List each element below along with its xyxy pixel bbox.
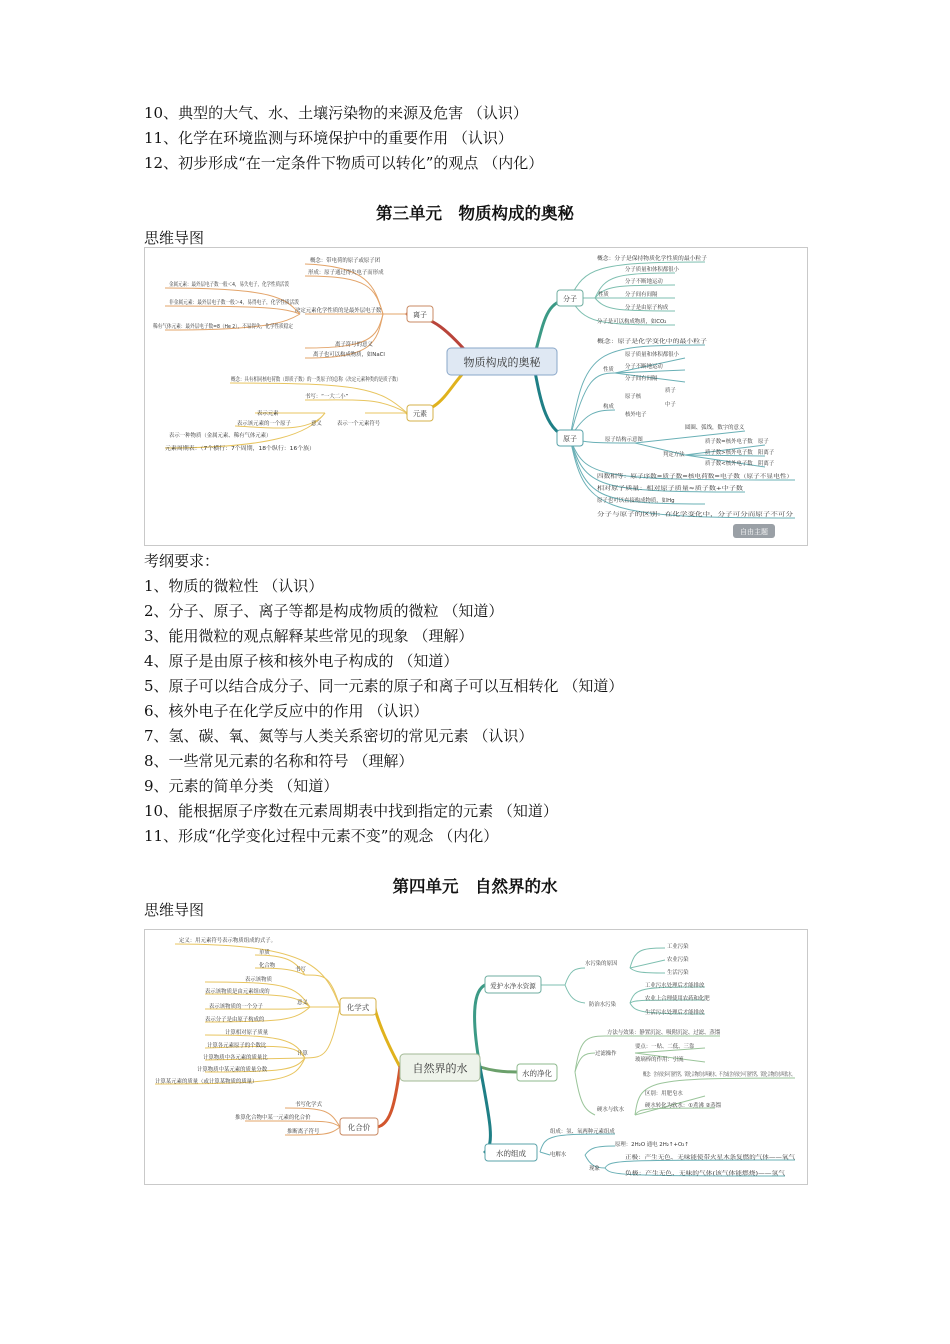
svg-text:原子: 原子 [563, 435, 577, 443]
formula-note: 定义：用元素符号表示物质组成的式子。 [179, 938, 277, 944]
unit4-mindmap-label: 思维导图 [144, 901, 205, 919]
svg-text:物质构成的奥秘: 物质构成的奥秘 [463, 356, 541, 369]
atom-note: 相对原子质量：相对原子质量≈质子数+中子数 [597, 486, 709, 492]
intro-item-12: 12、初步形成“在一定条件下物质可以转化”的观点 （内化） [144, 154, 544, 172]
atom-note: 质子数=核外电子数 原子 [705, 439, 769, 445]
ion-note: 概念：带电荷的原子或原子团 [310, 258, 381, 264]
svg-text:离子: 离子 [413, 311, 427, 319]
atom-note: 分子不断地运动 [625, 364, 663, 370]
molecule-note: 分子不断地运动 [625, 279, 663, 285]
formula-note: 书写 [295, 967, 306, 973]
purify-note: 方法与效果：静置沉淀、吸附沉淀、过滤、蒸馏 [607, 1030, 721, 1036]
element-note: 概念：具有相同核电荷数（即质子数）的一类原子的总称（决定元素种类的是质子数） [231, 377, 436, 383]
branch-protect [485, 976, 541, 993]
svg-text:水的净化: 水的净化 [522, 1069, 552, 1078]
ion-subnote: 非金属元素：最外层电子数一般＞4，易得电子，化学性质活泼 [169, 300, 318, 306]
unit3-item: 2、分子、原子、离子等都是构成物质的微粒 （知道） [144, 602, 504, 620]
unit3-item: 6、核外电子在化学反应中的作用 （认识） [144, 702, 429, 720]
ion-note: 离子也可以构成物质，如NaCl [313, 352, 385, 358]
protect-note: 防治水污染 [589, 1002, 616, 1008]
atom-note: 质子数>核外电子数 阳离子 [705, 450, 775, 456]
intro-item-11: 11、化学在环境监测与环境保护中的重要作用 （认识） [144, 129, 513, 147]
element-note: 表示元素 [257, 411, 279, 417]
unit3-item: 11、形成“化学变化过程中元素不变”的观念 （内化） [144, 827, 499, 845]
protect-note: 生活污染 [667, 970, 689, 976]
svg-text:元素: 元素 [413, 410, 427, 418]
svg-text:分子: 分子 [563, 295, 577, 303]
ion-note: 离子符号的意义 [335, 342, 373, 348]
branch-atom [557, 430, 583, 446]
atom-note: 原子结构示意图 [605, 437, 643, 443]
atom-note: 构成 [603, 404, 614, 410]
purify-note: 硬水转化为软水：①煮沸 ②蒸馏 [645, 1103, 722, 1109]
atom-note: 判定方法 [663, 452, 685, 458]
composition-note: 负极：产生无色、无味的气体(该气体能燃烧)——氢气 [625, 1171, 754, 1177]
atom-note: 圆圈、弧线，数字的意义 [685, 425, 745, 431]
svg-text:化合价: 化合价 [347, 1123, 371, 1132]
atom-note: 概念：原子是化学变化中的最小粒子 [597, 339, 684, 345]
unit3-item: 8、一些常见元素的名称和符号 （理解） [144, 752, 414, 770]
formula-note: 单质 [259, 950, 270, 956]
atom-note: 中子 [665, 402, 676, 408]
formula-note: 计算物质中某元素的质量分数 [197, 1067, 268, 1073]
purify-note: 硬水与软水 [597, 1107, 624, 1113]
unit3-item: 4、原子是由原子核和核外电子构成的 （知道） [144, 652, 459, 670]
formula-note: 意义 [297, 1000, 308, 1006]
branch-element [407, 405, 433, 421]
protect-note: 水污染的原因 [585, 961, 618, 967]
formula-note: 计算各元素原子的个数比 [207, 1043, 267, 1049]
atom-note: 质子 [665, 388, 676, 394]
formula-note: 表示该物质 [245, 977, 272, 983]
formula-note: 表示该物质的一个分子 [209, 1004, 263, 1010]
formula-note: 计算某元素的质量（或计算某物质的质量） [155, 1079, 258, 1085]
unit3-item: 5、原子可以结合成分子、同一元素的原子和离子可以互相转化 （知道） [144, 677, 624, 695]
formula-note: 表示分子是由原子构成的 [205, 1017, 265, 1023]
valence-note: 书写化学式 [295, 1102, 322, 1108]
protect-note: 工业污水处理后才能排放 [645, 983, 705, 989]
molecule-note: 分子是可以构成物质，如CO₂ [597, 319, 667, 325]
protect-note: 生活污水处理后才能排放 [645, 1010, 705, 1016]
atom-note: 原子核 [625, 394, 642, 400]
unit3-item: 1、物质的微粒性 （认识） [144, 577, 324, 595]
protect-note: 农业污染 [667, 957, 689, 963]
svg-text:自由主题: 自由主题 [740, 528, 768, 536]
svg-text:自然界的水: 自然界的水 [412, 1062, 468, 1075]
formula-note: 计算物质中各元素的质量比 [203, 1055, 268, 1061]
element-note: 书写：“一大二小” [305, 394, 349, 400]
unit3-item: 10、能根据原子序数在元素周期表中找到指定的元素 （知道） [144, 802, 558, 820]
branch-purify [517, 1064, 557, 1081]
molecule-note: 性质 [598, 292, 609, 298]
valence-note: 推算化合物中某一元素的化合价 [235, 1115, 311, 1121]
unit3-mindmap [144, 247, 808, 546]
ion-subnote: 稀有气体元素：最外层电子数=8（He 2），不易得失，化学性质稳定 [153, 324, 317, 330]
ion-note: 形成：原子通过得失电子而形成 [308, 270, 384, 276]
formula-note: 表示该物质是由元素组成的 [205, 989, 270, 995]
unit4-center-node [400, 1054, 480, 1081]
molecule-note: 分子质量和体积都很小 [625, 267, 679, 273]
composition-note: 原理：2H₂O 通电 2H₂↑+O₂↑ [615, 1142, 689, 1148]
ion-note: 决定元素化学性质的是最外层电子数 [295, 308, 382, 314]
unit3-center-node [447, 348, 557, 375]
svg-text:爱护水净水资源: 爱护水净水资源 [490, 982, 536, 990]
branch-formula [340, 998, 376, 1015]
composition-note: 电解水 [550, 1152, 567, 1158]
purify-note: 概念：含有较多可溶性钙、镁化合物的水叫硬水。不含或含有较少可溶性钙、镁化合物的水叫软水。 [643, 1072, 881, 1078]
purify-note: 玻璃棒的作用：引流 [635, 1057, 684, 1063]
unit3-item: 7、氢、碳、氧、氮等与人类关系密切的常见元素 （认识） [144, 727, 534, 745]
purify-note: 区别：用肥皂水 [645, 1091, 683, 1097]
free-topic-badge [733, 524, 775, 538]
svg-text:化学式: 化学式 [346, 1003, 370, 1012]
purify-note: 要点：一贴、二低、三靠 [635, 1044, 695, 1050]
formula-note: 化合物 [259, 963, 276, 969]
branch-composition [485, 1144, 537, 1161]
atom-note: 分子间有间隔 [625, 376, 658, 382]
composition-note: 组成：氢、氧两种元素组成 [550, 1129, 615, 1135]
molecule-note: 分子是由原子构成 [625, 305, 669, 311]
composition-note: 现象 [589, 1166, 600, 1172]
unit3-mindmap-label: 思维导图 [144, 229, 205, 247]
atom-note: 质子数<核外电子数 阴离子 [705, 461, 775, 467]
atom-note: 原子质量和体积都很小 [625, 352, 679, 358]
atom-note: 性质 [603, 367, 614, 373]
formula-note: 计算相对原子质量 [225, 1030, 269, 1036]
molecule-note: 概念：分子是保持物质化学性质的最小粒子 [597, 256, 700, 262]
atom-note: 四数相等：原子序数=质子数=核电荷数=电子数（原子不显电性） [597, 474, 757, 480]
element-note: 表示一个元素符号 [337, 421, 381, 427]
element-note: 意义 [311, 421, 322, 427]
element-note: 表示该元素的一个原子 [237, 421, 291, 427]
branch-ion [407, 306, 433, 322]
composition-note: 正极：产生无色、无味能使带火星木条复燃的气体——氧气 [625, 1155, 766, 1161]
branch-valence [340, 1118, 378, 1135]
intro-item-10: 10、典型的大气、水、土壤污染物的来源及危害 （认识） [144, 104, 528, 122]
unit3-title: 第三单元 物质构成的奥秘 [376, 204, 574, 223]
atom-note: 原子也可以直接构成物质，如Hg [597, 498, 675, 504]
branch-molecule [557, 290, 583, 306]
ion-subnote: 金属元素：最外层电子数一般＜4，易失电子，化学性质活泼 [169, 282, 313, 288]
molecule-note: 分子间有间隔 [625, 292, 658, 298]
purify-note: 过滤操作 [595, 1051, 617, 1057]
unit3-item: 9、元素的简单分类 （知道） [144, 777, 339, 795]
svg-text:水的组成: 水的组成 [496, 1149, 526, 1158]
atom-note: 核外电子 [625, 412, 647, 418]
element-note: 元素周期表：（7个横行：7个周期，18个纵行：16个族） [165, 446, 302, 452]
protect-note: 工业污染 [667, 944, 689, 950]
exam-label: 考纲要求： [144, 552, 220, 570]
unit3-item: 3、能用微粒的观点解释某些常见的现象 （理解） [144, 627, 474, 645]
protect-note: 农业上合理使用农药和化肥 [645, 996, 710, 1002]
atom-note: 分子与原子的区别：在化学变化中，分子可分而原子不可分 [597, 512, 738, 518]
formula-note: 计算 [297, 1051, 308, 1057]
element-note: 表示一种物质（金属元素、稀有气体元素） [169, 433, 272, 439]
unit4-title: 第四单元 自然界的水 [392, 877, 558, 896]
unit4-mindmap [144, 929, 881, 1185]
valence-note: 推断离子符号 [287, 1129, 320, 1135]
